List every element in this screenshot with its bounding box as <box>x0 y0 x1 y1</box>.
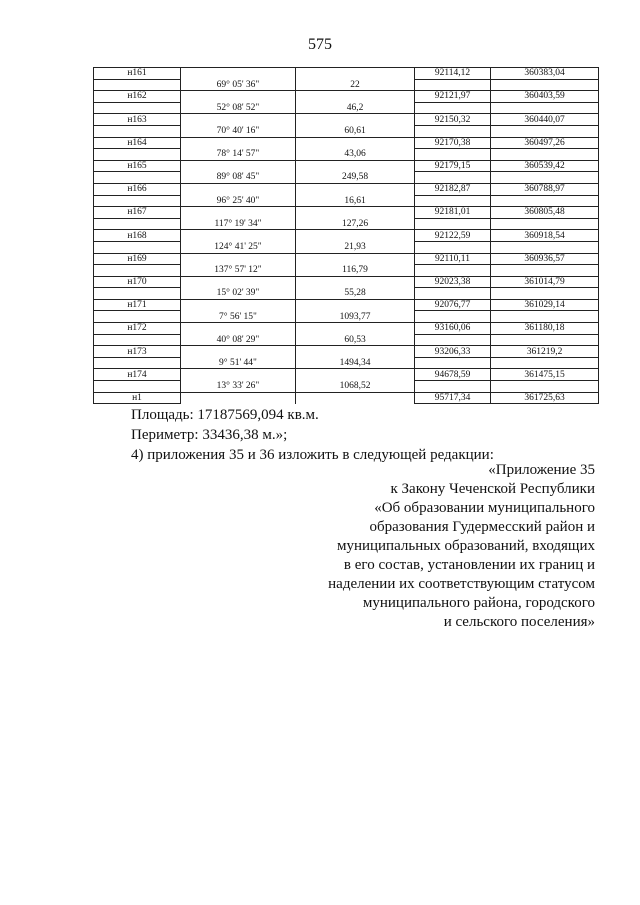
empty-cell <box>491 381 599 393</box>
empty-cell <box>415 149 491 161</box>
point-row <box>94 392 599 404</box>
segment-length-cell: 16,61 <box>296 195 415 207</box>
segment-length-cell: 116,79 <box>296 265 415 277</box>
point-id-cell: н174 <box>94 369 181 381</box>
segment-length-cell: 46,2 <box>296 102 415 114</box>
empty-cell <box>181 299 296 311</box>
empty-cell <box>296 91 415 103</box>
empty-cell <box>296 299 415 311</box>
segment-length-cell: 127,26 <box>296 218 415 230</box>
empty-cell <box>296 114 415 126</box>
point-row <box>94 346 599 358</box>
empty-cell <box>415 288 491 300</box>
empty-cell <box>181 230 296 242</box>
direction-angle-cell: 52° 08' 52" <box>181 102 296 114</box>
point-row <box>94 299 599 311</box>
point-row <box>94 137 599 149</box>
empty-cell <box>94 102 181 114</box>
empty-cell <box>491 357 599 369</box>
y-coordinate-cell: 360788,97 <box>491 183 599 195</box>
appendix-heading <box>265 461 595 632</box>
x-coordinate-cell: 93206,33 <box>415 346 491 358</box>
empty-cell <box>94 334 181 346</box>
segment-length-cell: 21,93 <box>296 241 415 253</box>
point-row <box>94 207 599 219</box>
empty-cell <box>181 392 296 404</box>
empty-cell <box>415 125 491 137</box>
empty-cell <box>491 334 599 346</box>
y-coordinate-cell: 361029,14 <box>491 299 599 311</box>
y-coordinate-cell: 361180,18 <box>491 323 599 335</box>
empty-cell <box>491 149 599 161</box>
point-row <box>94 230 599 242</box>
point-row <box>94 114 599 126</box>
empty-cell <box>415 102 491 114</box>
empty-cell <box>181 369 296 381</box>
direction-angle-cell: 70° 40' 16" <box>181 125 296 137</box>
segment-length-cell: 22 <box>296 79 415 91</box>
empty-cell <box>181 68 296 80</box>
point-row <box>94 160 599 172</box>
segment-row <box>94 102 599 114</box>
empty-cell <box>181 346 296 358</box>
empty-cell <box>94 218 181 230</box>
appendix-line: «Об образовании муниципального <box>374 500 595 516</box>
empty-cell <box>296 160 415 172</box>
point-id-cell: н162 <box>94 91 181 103</box>
empty-cell <box>296 137 415 149</box>
appendix-line: наделении их соответствующим статусом <box>328 576 595 592</box>
empty-cell <box>296 323 415 335</box>
x-coordinate-cell: 92179,15 <box>415 160 491 172</box>
y-coordinate-cell: 360918,54 <box>491 230 599 242</box>
point-id-cell: н1 <box>94 392 181 404</box>
empty-cell <box>94 172 181 184</box>
appendix-line: в его состав, установлении их границ и <box>343 557 595 573</box>
direction-angle-cell: 7° 56' 15" <box>181 311 296 323</box>
y-coordinate-cell: 360403,59 <box>491 91 599 103</box>
point-id-cell: н169 <box>94 253 181 265</box>
empty-cell <box>94 288 181 300</box>
point-id-cell: н172 <box>94 323 181 335</box>
point-row <box>94 253 599 265</box>
point-id-cell: н171 <box>94 299 181 311</box>
point-id-cell: н165 <box>94 160 181 172</box>
area-text: Площадь: 17187569,094 кв.м. <box>131 407 319 423</box>
perimeter-text: Периметр: 33436,38 м.»; <box>131 427 288 443</box>
x-coordinate-cell: 92121,97 <box>415 91 491 103</box>
point-row <box>94 323 599 335</box>
x-coordinate-cell: 95717,34 <box>415 392 491 404</box>
x-coordinate-cell: 92114,12 <box>415 68 491 80</box>
direction-angle-cell: 9° 51' 44" <box>181 357 296 369</box>
empty-cell <box>415 172 491 184</box>
segment-row <box>94 311 599 323</box>
empty-cell <box>415 241 491 253</box>
page-number: 575 <box>308 36 332 53</box>
x-coordinate-cell: 92023,38 <box>415 276 491 288</box>
empty-cell <box>491 172 599 184</box>
point-id-cell: н166 <box>94 183 181 195</box>
direction-angle-cell: 137° 57' 12" <box>181 265 296 277</box>
empty-cell <box>491 195 599 207</box>
empty-cell <box>491 265 599 277</box>
point-id-cell: н167 <box>94 207 181 219</box>
direction-angle-cell: 15° 02' 39" <box>181 288 296 300</box>
point-id-cell: н168 <box>94 230 181 242</box>
empty-cell <box>94 79 181 91</box>
empty-cell <box>94 265 181 277</box>
empty-cell <box>181 137 296 149</box>
coordinates-table-body <box>94 68 599 404</box>
point-row <box>94 68 599 80</box>
point-id-cell: н173 <box>94 346 181 358</box>
point-id-cell: н170 <box>94 276 181 288</box>
direction-angle-cell: 40° 08' 29" <box>181 334 296 346</box>
empty-cell <box>94 195 181 207</box>
point-row <box>94 276 599 288</box>
empty-cell <box>94 381 181 393</box>
empty-cell <box>181 91 296 103</box>
y-coordinate-cell: 360383,04 <box>491 68 599 80</box>
appendix-line: и сельского поселения» <box>443 614 595 630</box>
empty-cell <box>491 288 599 300</box>
segment-length-cell: 43,06 <box>296 149 415 161</box>
segment-row <box>94 149 599 161</box>
direction-angle-cell: 13° 33' 26" <box>181 381 296 393</box>
summary-block <box>131 405 494 465</box>
empty-cell <box>491 241 599 253</box>
y-coordinate-cell: 360539,42 <box>491 160 599 172</box>
coordinates-table <box>93 67 599 404</box>
empty-cell <box>94 149 181 161</box>
direction-angle-cell: 96° 25' 40" <box>181 195 296 207</box>
empty-cell <box>415 381 491 393</box>
empty-cell <box>181 114 296 126</box>
segment-length-cell: 249,58 <box>296 172 415 184</box>
empty-cell <box>296 392 415 404</box>
empty-cell <box>94 241 181 253</box>
empty-cell <box>296 346 415 358</box>
y-coordinate-cell: 360497,26 <box>491 137 599 149</box>
segment-row <box>94 288 599 300</box>
empty-cell <box>181 276 296 288</box>
empty-cell <box>491 125 599 137</box>
segment-length-cell: 1494,34 <box>296 357 415 369</box>
segment-row <box>94 218 599 230</box>
empty-cell <box>415 79 491 91</box>
empty-cell <box>296 369 415 381</box>
x-coordinate-cell: 92181,01 <box>415 207 491 219</box>
empty-cell <box>181 183 296 195</box>
x-coordinate-cell: 94678,59 <box>415 369 491 381</box>
empty-cell <box>296 68 415 80</box>
empty-cell <box>491 102 599 114</box>
segment-length-cell: 1068,52 <box>296 381 415 393</box>
point-id-cell: н161 <box>94 68 181 80</box>
direction-angle-cell: 124° 41' 25" <box>181 241 296 253</box>
empty-cell <box>94 357 181 369</box>
empty-cell <box>296 276 415 288</box>
amendment-item-4: 4) приложения 35 и 36 изложить в следующей редакции: <box>131 447 494 463</box>
x-coordinate-cell: 92182,87 <box>415 183 491 195</box>
y-coordinate-cell: 361014,79 <box>491 276 599 288</box>
empty-cell <box>491 218 599 230</box>
segment-row <box>94 357 599 369</box>
appendix-line: образования Гудермесский район и <box>369 519 595 535</box>
y-coordinate-cell: 360440,07 <box>491 114 599 126</box>
empty-cell <box>415 218 491 230</box>
empty-cell <box>296 207 415 219</box>
empty-cell <box>296 230 415 242</box>
y-coordinate-cell: 360936,57 <box>491 253 599 265</box>
y-coordinate-cell: 361219,2 <box>491 346 599 358</box>
segment-length-cell: 60,53 <box>296 334 415 346</box>
point-row <box>94 369 599 381</box>
empty-cell <box>181 207 296 219</box>
segment-row <box>94 172 599 184</box>
segment-row <box>94 334 599 346</box>
x-coordinate-cell: 92122,59 <box>415 230 491 242</box>
empty-cell <box>415 357 491 369</box>
appendix-line: муниципальных образований, входящих <box>336 538 595 554</box>
empty-cell <box>181 160 296 172</box>
empty-cell <box>94 125 181 137</box>
segment-row <box>94 79 599 91</box>
empty-cell <box>415 311 491 323</box>
direction-angle-cell: 117° 19' 34" <box>181 218 296 230</box>
empty-cell <box>181 253 296 265</box>
y-coordinate-cell: 361475,15 <box>491 369 599 381</box>
y-coordinate-cell: 360805,48 <box>491 207 599 219</box>
empty-cell <box>415 334 491 346</box>
empty-cell <box>181 323 296 335</box>
segment-length-cell: 60,61 <box>296 125 415 137</box>
x-coordinate-cell: 93160,06 <box>415 323 491 335</box>
direction-angle-cell: 69° 05' 36" <box>181 79 296 91</box>
appendix-line: «Приложение 35 <box>488 462 595 478</box>
point-id-cell: н163 <box>94 114 181 126</box>
segment-row <box>94 125 599 137</box>
appendix-line: к Закону Чеченской Республики <box>390 481 595 497</box>
segment-length-cell: 55,28 <box>296 288 415 300</box>
point-id-cell: н164 <box>94 137 181 149</box>
empty-cell <box>296 183 415 195</box>
point-row <box>94 91 599 103</box>
empty-cell <box>415 265 491 277</box>
empty-cell <box>491 79 599 91</box>
empty-cell <box>94 311 181 323</box>
empty-cell <box>491 311 599 323</box>
segment-row <box>94 241 599 253</box>
segment-length-cell: 1093,77 <box>296 311 415 323</box>
x-coordinate-cell: 92076,77 <box>415 299 491 311</box>
x-coordinate-cell: 92170,38 <box>415 137 491 149</box>
direction-angle-cell: 89° 08' 45" <box>181 172 296 184</box>
x-coordinate-cell: 92110,11 <box>415 253 491 265</box>
point-row <box>94 183 599 195</box>
appendix-line: муниципального района, городского <box>362 595 595 611</box>
segment-row <box>94 195 599 207</box>
segment-row <box>94 381 599 393</box>
empty-cell <box>415 195 491 207</box>
segment-row <box>94 265 599 277</box>
direction-angle-cell: 78° 14' 57" <box>181 149 296 161</box>
empty-cell <box>296 253 415 265</box>
x-coordinate-cell: 92150,32 <box>415 114 491 126</box>
y-coordinate-cell: 361725,63 <box>491 392 599 404</box>
